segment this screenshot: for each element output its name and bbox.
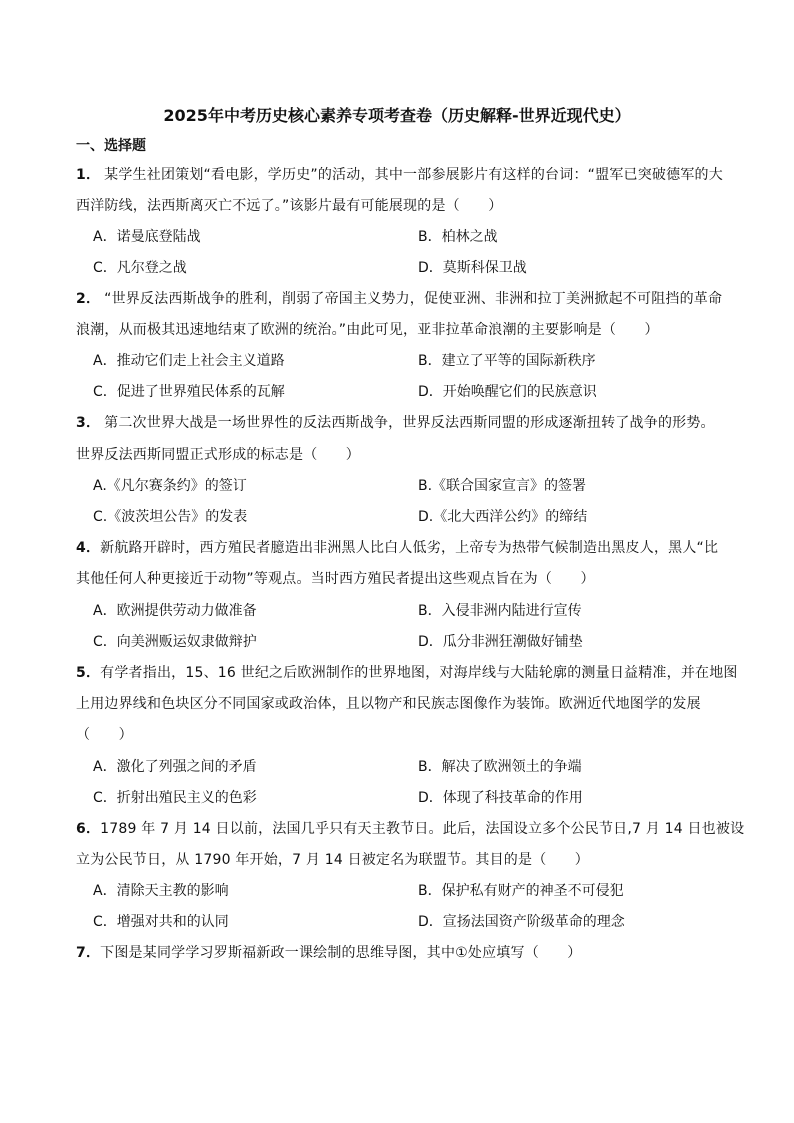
question-2-option-c[interactable]: C．促进了世界殖民体系的瓦解: [93, 384, 285, 400]
question-4-option-b[interactable]: B．入侵非洲内陆进行宣传: [418, 603, 582, 619]
question-6-option-b[interactable]: B．保护私有财产的神圣不可侵犯: [418, 883, 624, 899]
question-5-option-a[interactable]: A．激化了列强之间的矛盾: [93, 759, 257, 775]
question-3-option-b[interactable]: B.《联合国家宣言》的签署: [418, 478, 587, 494]
question-1-line-2: 西洋防线，法西斯离灭亡不远了。”该影片最有可能展现的是（ ）: [76, 198, 503, 214]
question-6-option-d[interactable]: D．宣扬法国资产阶级革命的理念: [418, 914, 625, 930]
question-3-option-c[interactable]: C.《波茨坦公告》的发表: [93, 509, 248, 525]
question-1-option-b[interactable]: B．柏林之战: [418, 229, 498, 245]
question-1-line-1: 1． 某学生社团策划“看电影，学历史”的活动，其中一部参展影片有这样的台词：“盟军已突破德军的大: [76, 167, 723, 183]
question-1-option-a[interactable]: A．诺曼底登陆战: [93, 229, 201, 245]
question-1-option-c[interactable]: C．凡尔登之战: [93, 260, 187, 276]
question-2-option-a[interactable]: A．推动它们走上社会主义道路: [93, 353, 285, 369]
question-7-line-1: 7．下图是某同学学习罗斯福新政一课绘制的思维导图，其中①处应填写（ ）: [76, 945, 582, 961]
question-2-option-b[interactable]: B．建立了平等的国际新秩序: [418, 353, 596, 369]
question-4-option-a[interactable]: A．欧洲提供劳动力做准备: [93, 603, 257, 619]
question-5-option-c[interactable]: C．折射出殖民主义的色彩: [93, 790, 257, 806]
question-2-line-2: 浪潮，从而极其迅速地结束了欧洲的统治。”由此可见，亚非拉革命浪潮的主要影响是（ ）: [76, 322, 659, 338]
question-5-line-1: 5．有学者指出，15、16 世纪之后欧洲制作的世界地图，对海岸线与大陆轮廓的测量日益精准，并在地图: [76, 665, 738, 681]
question-2-option-d[interactable]: D．开始唤醒它们的民族意识: [418, 384, 597, 400]
question-3-option-d[interactable]: D.《北大西洋公约》的缔结: [418, 509, 588, 525]
question-6-option-a[interactable]: A．清除天主教的影响: [93, 883, 229, 899]
question-2-line-1: 2． “世界反法西斯战争的胜利，削弱了帝国主义势力，促使亚洲、非洲和拉丁美洲掀起不可阻挡的革命: [76, 291, 723, 307]
question-5-line-3: （ ）: [76, 727, 133, 743]
question-4-option-c[interactable]: C．向美洲贩运奴隶做辩护: [93, 634, 257, 650]
question-1-option-d[interactable]: D．莫斯科保卫战: [418, 260, 527, 276]
question-4-option-d[interactable]: D．瓜分非洲狂潮做好铺垫: [418, 634, 583, 650]
question-number: 2．: [76, 291, 101, 307]
question-5-option-b[interactable]: B．解决了欧洲领土的争端: [418, 759, 582, 775]
page-title: 2025年中考历史核心素养专项考查卷（历史解释-世界近现代史）: [163, 106, 631, 125]
question-4-line-1: 4．新航路开辟时，西方殖民者臆造出非洲黑人比白人低劣，上帝专为热带气候制造出黑皮人，黑人“比: [76, 540, 719, 556]
question-4-line-2: 其他任何人种更接近于动物”等观点。当时西方殖民者提出这些观点旨在为（ ）: [76, 571, 595, 587]
question-5-line-2: 上用边界线和色块区分不同国家或政治体，且以物产和民族志图像作为装饰。欧洲近代地图学的发展: [76, 696, 701, 712]
question-6-line-2: 立为公民节日，从 1790 年开始，7 月 14 日被定名为联盟节。其目的是（ ）: [76, 852, 589, 868]
question-3-line-2: 世界反法西斯同盟正式形成的标志是（ ）: [76, 447, 360, 463]
question-3-line-1: 3． 第二次世界大战是一场世界性的反法西斯战争，世界反法西斯同盟的形成逐渐扭转了战争的形势。: [76, 415, 715, 431]
question-6-line-1: 6．1789 年 7 月 14 日以前，法国几乎只有天主教节日。此后，法国设立多个公民节日,7 月 14 日也被设: [76, 821, 745, 837]
question-number: 4．: [76, 540, 101, 556]
question-6-option-c[interactable]: C．增强对共和的认同: [93, 914, 229, 930]
question-number: 1．: [76, 167, 101, 183]
question-number: 7．: [76, 945, 101, 961]
question-number: 3．: [76, 415, 101, 431]
question-number: 6．: [76, 821, 101, 837]
section-heading: 一、选择题: [76, 138, 146, 154]
question-5-option-d[interactable]: D．体现了科技革命的作用: [418, 790, 583, 806]
question-number: 5．: [76, 665, 101, 681]
question-3-option-a[interactable]: A.《凡尔赛条约》的签订: [93, 478, 247, 494]
